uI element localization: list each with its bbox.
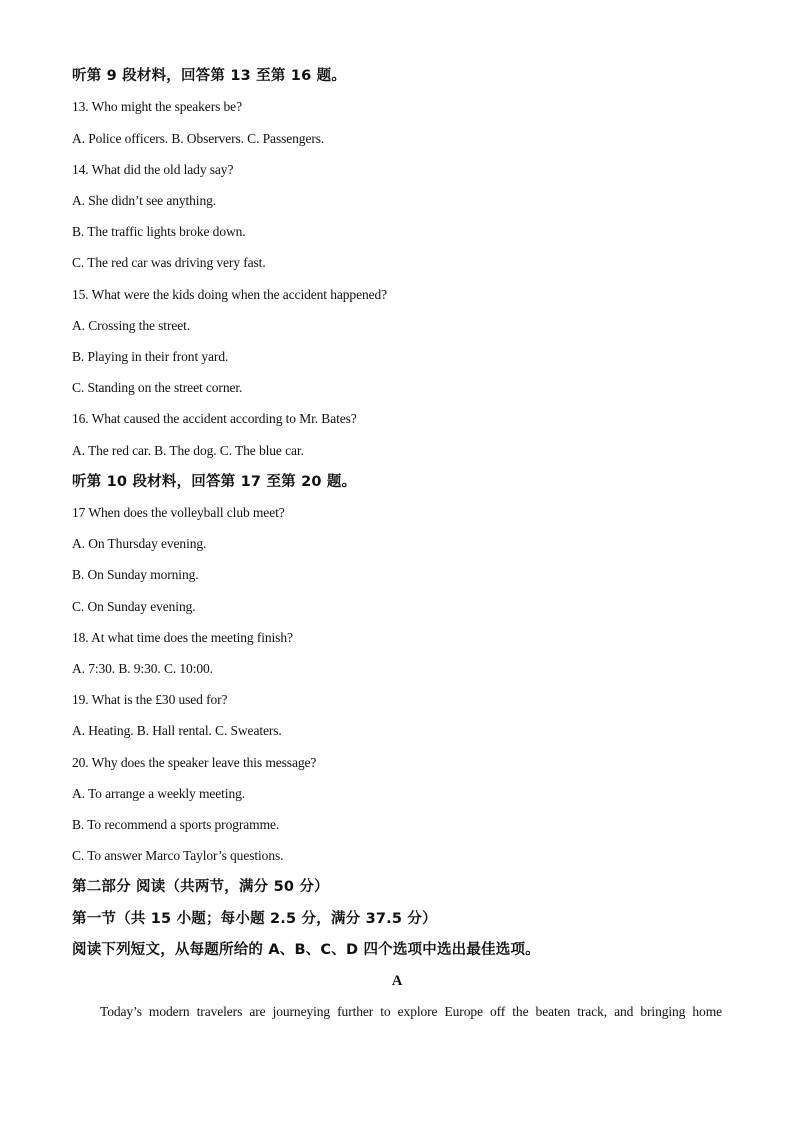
question-14-option-a: A. She didn’t see anything. — [72, 193, 217, 208]
question-20-option-a: A. To arrange a weekly meeting. — [72, 786, 246, 801]
question-15-option-c: C. Standing on the street corner. — [72, 380, 243, 395]
question-17: 17 When does the volleyball club meet? — [72, 505, 285, 520]
question-14: 14. What did the old lady say? — [72, 162, 234, 177]
question-15-option-b: B. Playing in their front yard. — [72, 349, 229, 364]
section-one-heading: 第一节（共 15 小题；每小题 2.5 分，满分 37.5 分） — [72, 911, 437, 927]
reading-instruction: 阅读下列短文，从每题所给的 A、B、C、D 四个选项中选出最佳选项。 — [72, 942, 540, 958]
question-18: 18. At what time does the meeting finish? — [72, 630, 293, 645]
question-13-options: A. Police officers. B. Observers. C. Passengers. — [72, 131, 325, 146]
question-17-option-b: B. On Sunday morning. — [72, 567, 199, 582]
question-16-options: A. The red car. B. The dog. C. The blue car. — [72, 443, 304, 458]
question-15: 15. What were the kids doing when the accident happened? — [72, 287, 388, 302]
question-20-option-b: B. To recommend a sports programme. — [72, 817, 280, 832]
question-17-option-a: A. On Thursday evening. — [72, 536, 207, 551]
question-16: 16. What caused the accident according to Mr. Bates? — [72, 411, 357, 426]
section-heading-10: 听第 10 段材料，回答第 17 至第 20 题。 — [72, 474, 357, 490]
question-14-option-c: C. The red car was driving very fast. — [72, 255, 266, 270]
section-heading-9: 听第 9 段材料，回答第 13 至第 16 题。 — [72, 68, 347, 84]
question-19: 19. What is the £30 used for? — [72, 692, 228, 707]
question-18-options: A. 7:30. B. 9:30. C. 10:00. — [72, 661, 213, 676]
question-14-option-b: B. The traffic lights broke down. — [72, 224, 246, 239]
question-19-options: A. Heating. B. Hall rental. C. Sweaters. — [72, 723, 282, 738]
question-17-option-c: C. On Sunday evening. — [72, 599, 196, 614]
part-two-heading: 第二部分 阅读（共两节，满分 50 分） — [72, 879, 329, 895]
question-20-option-c: C. To answer Marco Taylor’s questions. — [72, 848, 284, 863]
question-15-option-a: A. Crossing the street. — [72, 318, 191, 333]
passage-first-line: Today’s modern travelers are journeying further to explore Europe off the beaten track, and bringing home — [100, 1004, 722, 1019]
passage-label: A — [391, 973, 403, 989]
question-20: 20. Why does the speaker leave this message? — [72, 755, 317, 770]
question-13: 13. Who might the speakers be? — [72, 99, 242, 114]
